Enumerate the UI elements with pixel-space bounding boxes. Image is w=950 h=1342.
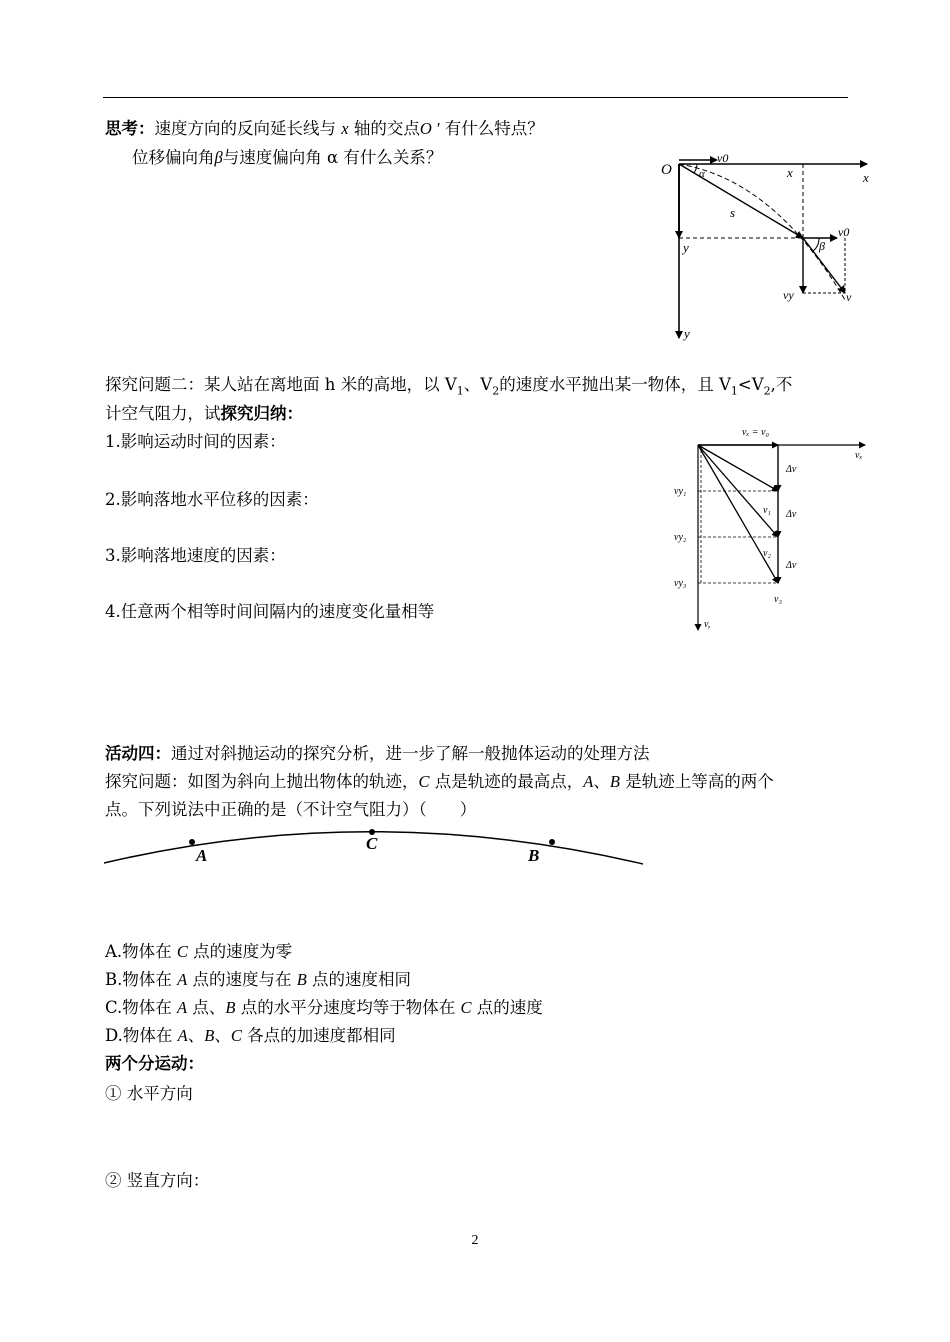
label-dv-1: Δv bbox=[786, 464, 797, 475]
label-point-a: A bbox=[196, 846, 208, 865]
factor-item-2: 2.影响落地水平位移的因素： bbox=[105, 490, 319, 509]
label-x-axis: x bbox=[863, 170, 869, 185]
label-v: v bbox=[846, 290, 852, 304]
arc-trajectory bbox=[100, 815, 650, 875]
label-vy: vy bbox=[783, 288, 794, 302]
page-number: 2 bbox=[471, 1233, 479, 1248]
activity4-question-1: 探究问题：如图为斜向上抛出物体的轨迹，C 点是轨迹的最高点，A、B 是轨迹上等高的两个 bbox=[105, 772, 774, 791]
label-vy1: vy₁ bbox=[674, 486, 687, 497]
label-s: s bbox=[730, 205, 736, 220]
label-v0-right: v0 bbox=[838, 225, 850, 239]
think-label: 思考： bbox=[105, 119, 155, 138]
explore2-line2: 计空气阻力，试探究归纳： bbox=[105, 404, 303, 423]
component-horizontal: ① 水平方向 bbox=[105, 1084, 193, 1103]
label-alpha: α bbox=[699, 168, 705, 180]
component-vertical: ② 竖直方向： bbox=[105, 1171, 210, 1190]
components-title: 两个分运动： bbox=[105, 1054, 204, 1073]
label-dv-3: Δv bbox=[786, 560, 797, 571]
label-vx: vₓ bbox=[855, 450, 863, 461]
option-d: D.物体在 A、B、C 各点的加速度都相同 bbox=[105, 1026, 396, 1045]
label-point-c: C bbox=[366, 834, 378, 853]
label-v2: v₂ bbox=[763, 548, 771, 559]
label-x-mid: x bbox=[787, 165, 793, 180]
label-v-bottom: v, bbox=[704, 619, 711, 630]
activity4-question-2: 点。下列说法中正确的是（不计空气阻力）（ ） bbox=[105, 800, 477, 819]
explore2-line1: 探究问题二：某人站在离地面 h 米的高地，以 $V_1$、$V_2$的速度水平抛出某一物体，且 $V_1<V_2$,不 bbox=[105, 375, 793, 398]
option-c: C.物体在 A 点、B 点的水平分速度均等于物体在 C 点的速度 bbox=[105, 998, 543, 1017]
factor-item-3: 3.影响落地速度的因素： bbox=[105, 546, 286, 565]
label-point-b: B bbox=[528, 846, 540, 865]
label-y-axis: y bbox=[684, 326, 690, 341]
label-v0-top: v0 bbox=[717, 151, 729, 165]
label-beta: β bbox=[819, 239, 825, 253]
label-v3: v₃ bbox=[774, 594, 782, 605]
label-vy2: vy₂ bbox=[674, 532, 687, 543]
label-v1: v₁ bbox=[763, 505, 771, 516]
velocity-change-diagram bbox=[660, 420, 880, 635]
think-question-2: 位移偏向角β与速度偏向角 α 有什么关系？ bbox=[132, 148, 443, 167]
factor-item-1: 1.影响运动时间的因素： bbox=[105, 432, 286, 451]
label-vx-eq-v0: vₓ = v₀ bbox=[742, 427, 769, 438]
label-vy3: vy₃ bbox=[674, 578, 687, 589]
option-b: B.物体在 A 点的速度与在 B 点的速度相同 bbox=[105, 970, 412, 989]
activity4-heading: 活动四：通过对斜抛运动的探究分析，进一步了解一般抛体运动的处理方法 bbox=[105, 744, 650, 763]
label-dv-2: Δv bbox=[786, 509, 797, 520]
factor-item-4: 4.任意两个相等时间间隔内的速度变化量相等 bbox=[105, 602, 435, 621]
think-question-1: 思考：速度方向的反向延长线与 x 轴的交点O ′ 有什么特点？ bbox=[105, 119, 544, 138]
projectile-diagram bbox=[655, 150, 880, 345]
label-y-mid: y bbox=[683, 240, 689, 255]
option-a: A.物体在 C 点的速度为零 bbox=[105, 942, 293, 961]
label-origin: O bbox=[661, 162, 672, 178]
header-rule bbox=[103, 97, 848, 98]
